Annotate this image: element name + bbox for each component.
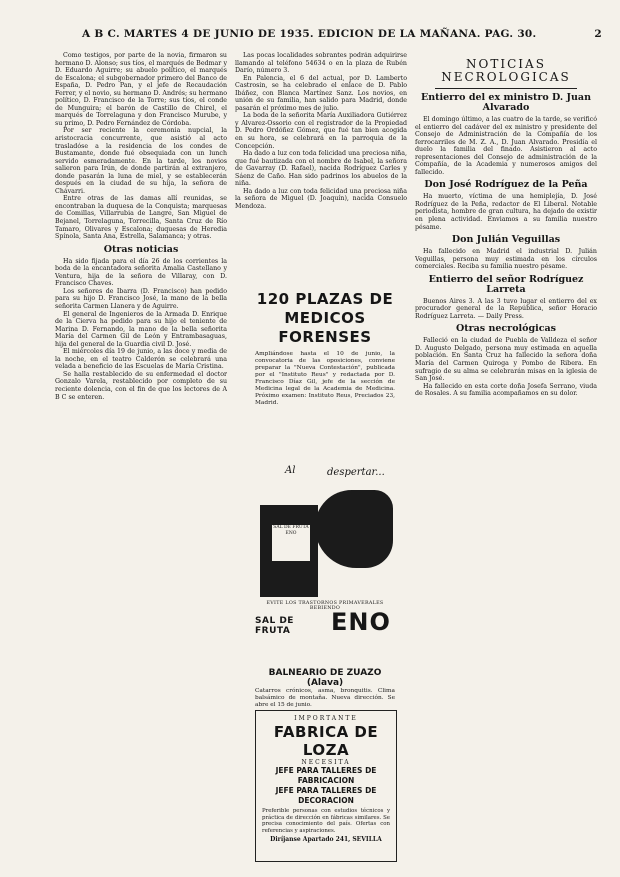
- ad-medicos-forenses: [255, 290, 395, 407]
- article-paragraph: Como testigos, por parte de la novia, firmaron su hermano D. Alonso; sus tíos, el marqués de Bedmar y D. Eduardo Aguirre; su abuelo político, el marqués de Escalona; el subgobernador primero del Banco de España, D. Pedro Pan, y el jefe de Recaudación Ferrer, y el novio, su hermano D. Andrés; su hermano político, D. Francisco de la Torre; sus tíos, el conde de Munguira; el barón de Castillo de Chirel, el marqués de Torrelaguna y don Francisco Murube, y su primo, D. Pedro Fernández de Córdoba.: [55, 52, 227, 127]
- news-paragraph: El general de Ingenieros de la Armada D. Enrique de la Cierva ha pedido para su hijo el teniente de Marina D. Fernando, la mano de la bella señorita María del Carmen Gil de León y Entrambasaguas, hija del general de la Guardia civil D. José.: [55, 310, 227, 348]
- ad-tagline-2: despertar...: [327, 467, 385, 478]
- article-paragraph: La boda de la señorita María Auxiliadora Gutiérrez y Alvarez-Ossorio con el registrador de la Propiedad D. Pedro Ordóñez Gómez, que fué tan bien acogida en su hora, se celebrará en la parroquia de la Concepción.: [235, 112, 407, 150]
- ad-address: Diríjanse Apartado 241, SEVILLA: [270, 836, 382, 844]
- brand-eno: ENO: [331, 608, 391, 636]
- rooster-illustration: [315, 490, 393, 568]
- article-heading: Entierro del ex ministro D. Juan Alvarado: [420, 92, 591, 113]
- ad-body: Ampliándose hasta el 10 de junio, la convocatoria de las oposiciones, conviene preparar la "Nueva Contestación", publicada por el "Instituto Reus" y redactada por D. Francisco Díaz Gil, jefe de la sección de Medicina legal de la Academia de Medicina. Próximo examen: Instituto Reus, Preciados 23, Madrid.: [255, 351, 395, 406]
- brand-left: SAL DE FRUTA: [255, 616, 294, 636]
- article-paragraph: Ha fallecido en esta corte doña Josefa Serrano, viuda de Rosales. A su familia acompañamos en su dolor.: [415, 382, 597, 398]
- ad-line: JEFE PARA TALLERES DE FABRICACION: [275, 766, 377, 785]
- page-header: [0, 28, 620, 46]
- ad-eno: [255, 465, 395, 655]
- ad-line: JEFE PARA TALLERES DE DECORACION: [275, 786, 377, 805]
- ad-heading: FABRICA DE LOZA: [273, 723, 379, 759]
- article-heading: Don José Rodríguez de la Peña: [424, 179, 588, 191]
- article-paragraph: Ha dado a luz con toda felicidad una preciosa niña la señora de Miguel (D. Joaquín), nacida Consuelo Mendoza.: [235, 187, 407, 210]
- ad-heading: 120 PLAZAS DE MEDICOS FORENSES: [256, 290, 394, 346]
- article-heading: Don Julián Veguillas: [451, 234, 561, 246]
- ad-heading: BALNEARIO DE ZUAZO (Alava): [268, 668, 382, 688]
- bottle-label: SAL DE FRUTA ENO: [272, 525, 310, 561]
- news-paragraph: Se halla restablecido de su enfermedad el doctor Gonzalo Varela, restablecido por completo de su reciente dolencia, con el fin de que los lectores de A B C se enteren.: [55, 370, 227, 401]
- column-3: [415, 52, 597, 852]
- ad-slogan: EVITE LOS TRASTORNOS PRIMAVERALES BEBIENDO: [266, 601, 384, 611]
- article-paragraph: Ha fallecido en Madrid el industrial D. Julián Veguillas, persona muy estimada en los círculos comerciales. Reciba su familia nuestro pésame.: [415, 248, 597, 271]
- article-paragraph: Buenos Aires 3. A las 3 tuvo lugar el entierro del ex procurador general de la República, señor Horacio Rodríguez Larreta. — Daily Press.: [415, 297, 597, 320]
- article-paragraph: Ha muerto, víctima de una hemiplejía, D. José Rodríguez de la Peña, redactor de El Liberal. Notable periodista, hombre de gran cultura, ha dejado de existir en plena actividad. Enviamos a su familia nuestro pésame.: [415, 193, 597, 231]
- page-number: 2: [594, 28, 602, 40]
- section-heading: NOTICIAS NECROLOGICAS: [441, 57, 571, 84]
- article-paragraph: Entre otras de las damas allí reunidas, se encontraban la duquesa de la Conquista; marquesas de Comillas, Villarrubia de Langre, San Miguel de Bejanel, Torrelaguna, Torrecilla, Santa Cruz de Río Tamaro, Olivares y Escalona; duquesas de Heredia Spínola, Santa Ana, Estrella, Salamanca; y otras.: [55, 195, 227, 241]
- ad-fabrica-loza: [255, 710, 397, 862]
- bottle-illustration: [260, 505, 318, 597]
- divider: [435, 88, 577, 89]
- ad-kicker: IMPORTANTE: [294, 715, 358, 722]
- section-heading: Otras noticias: [103, 243, 179, 255]
- news-paragraph: Ha sido fijada para el día 26 de los corrientes la boda de la encantadora señorita Amalia Castellano y Ventura, hija de la señora de Villaray, con D. Francisco Chaves.: [55, 257, 227, 288]
- column-2: [235, 52, 407, 272]
- ad-balneario: [255, 668, 395, 709]
- article-paragraph: Por ser reciente la ceremonia nupcial, la aristocracia concurrente, que asistió al acto trasladóse a la residencia de los condes de Bustamante, donde fué obsequiada con un lunch servido esmeradamente. En la tarde, los novios salieron para Irún, de donde partirán al extranjero, donde pasarán la luna de miel, y se establecerán después en la ciudad de su hija, la señora de Chávarri.: [55, 127, 227, 195]
- article-heading: Otras necrológicas: [455, 323, 557, 335]
- ad-sub: NECESITA: [301, 759, 351, 766]
- article-heading: Entierro del señor Rodríguez Larreta: [428, 273, 584, 295]
- ad-tagline: Al: [285, 465, 296, 476]
- column-1: [55, 52, 227, 852]
- article-paragraph: Las pocas localidades sobrantes podrán adquirirse llamando al teléfono 54634 o en la plaza de Rubén Darío, número 3.: [235, 52, 407, 75]
- article-paragraph: El domingo último, a las cuatro de la tarde, se verificó el entierro del cadáver del ex ministro y presidente del Consejo de Administración de la Compañía de los ferrocarriles de M. Z. A., D. Juan Alvarado. Presidía el duelo la familia del finado. Asistieron al acto representaciones del Consejo de administración de la Compañía, de la Academia y numerosos amigos del fallecido.: [415, 116, 597, 176]
- ad-body: Catarros crónicos, asma, bronquitis. Clima balsámico de montaña. Nueva dirección. Se abre el 15 de junio.: [255, 688, 395, 708]
- article-paragraph: En Palencia, el 6 del actual, por D. Lamberto Castrosin, se ha celebrado el enlace de D. Pablo Ibáñez, con Blanca Martínez Sanz. Los novios, en unión de su familia, han salido para Madrid, donde pasarán el próximo mes de julio.: [235, 74, 407, 112]
- article-paragraph: Ha dado a luz con toda felicidad una preciosa niña, que fué bautizada con el nombre de Isabel, la señora de Gavarray (D. Rafael), nacida Rodríguez Carles y Sáenz de Caño. Han sido padrinos los abuelos de la niña.: [235, 150, 407, 188]
- ad-body: Preferible personas con estudios técnicos y práctica de dirección en fábricas similares. Se precisa conocimiento del país. Ofertas con referencias y aspiraciones.: [262, 808, 390, 834]
- news-paragraph: Los señores de Ibarra (D. Francisco) han pedido para su hijo D. Francisco José, la mano de la bella señorita Carmen Llanera y de Aguirre.: [55, 287, 227, 310]
- news-paragraph: El miércoles día 19 de junio, a las doce y media de la noche, en el teatro Calderón se celebrará una velada a beneficio de las Escuelas de María Cristina.: [55, 348, 227, 371]
- article-paragraph: Falleció en la ciudad de Puebla de Valldeza el señor D. Augusto Delgado, persona muy estimada en aquella población. En Santa Cruz ha fallecido la señora doña María del Carmen Quiroga y Pombo de Ribera. En sufragio de su alma se celebrarán misas en la iglesia de San José.: [415, 337, 597, 383]
- header-title: A B C. MARTES 4 DE JUNIO DE 1935. EDICION DE LA MAÑANA. PAG. 30.: [82, 28, 537, 40]
